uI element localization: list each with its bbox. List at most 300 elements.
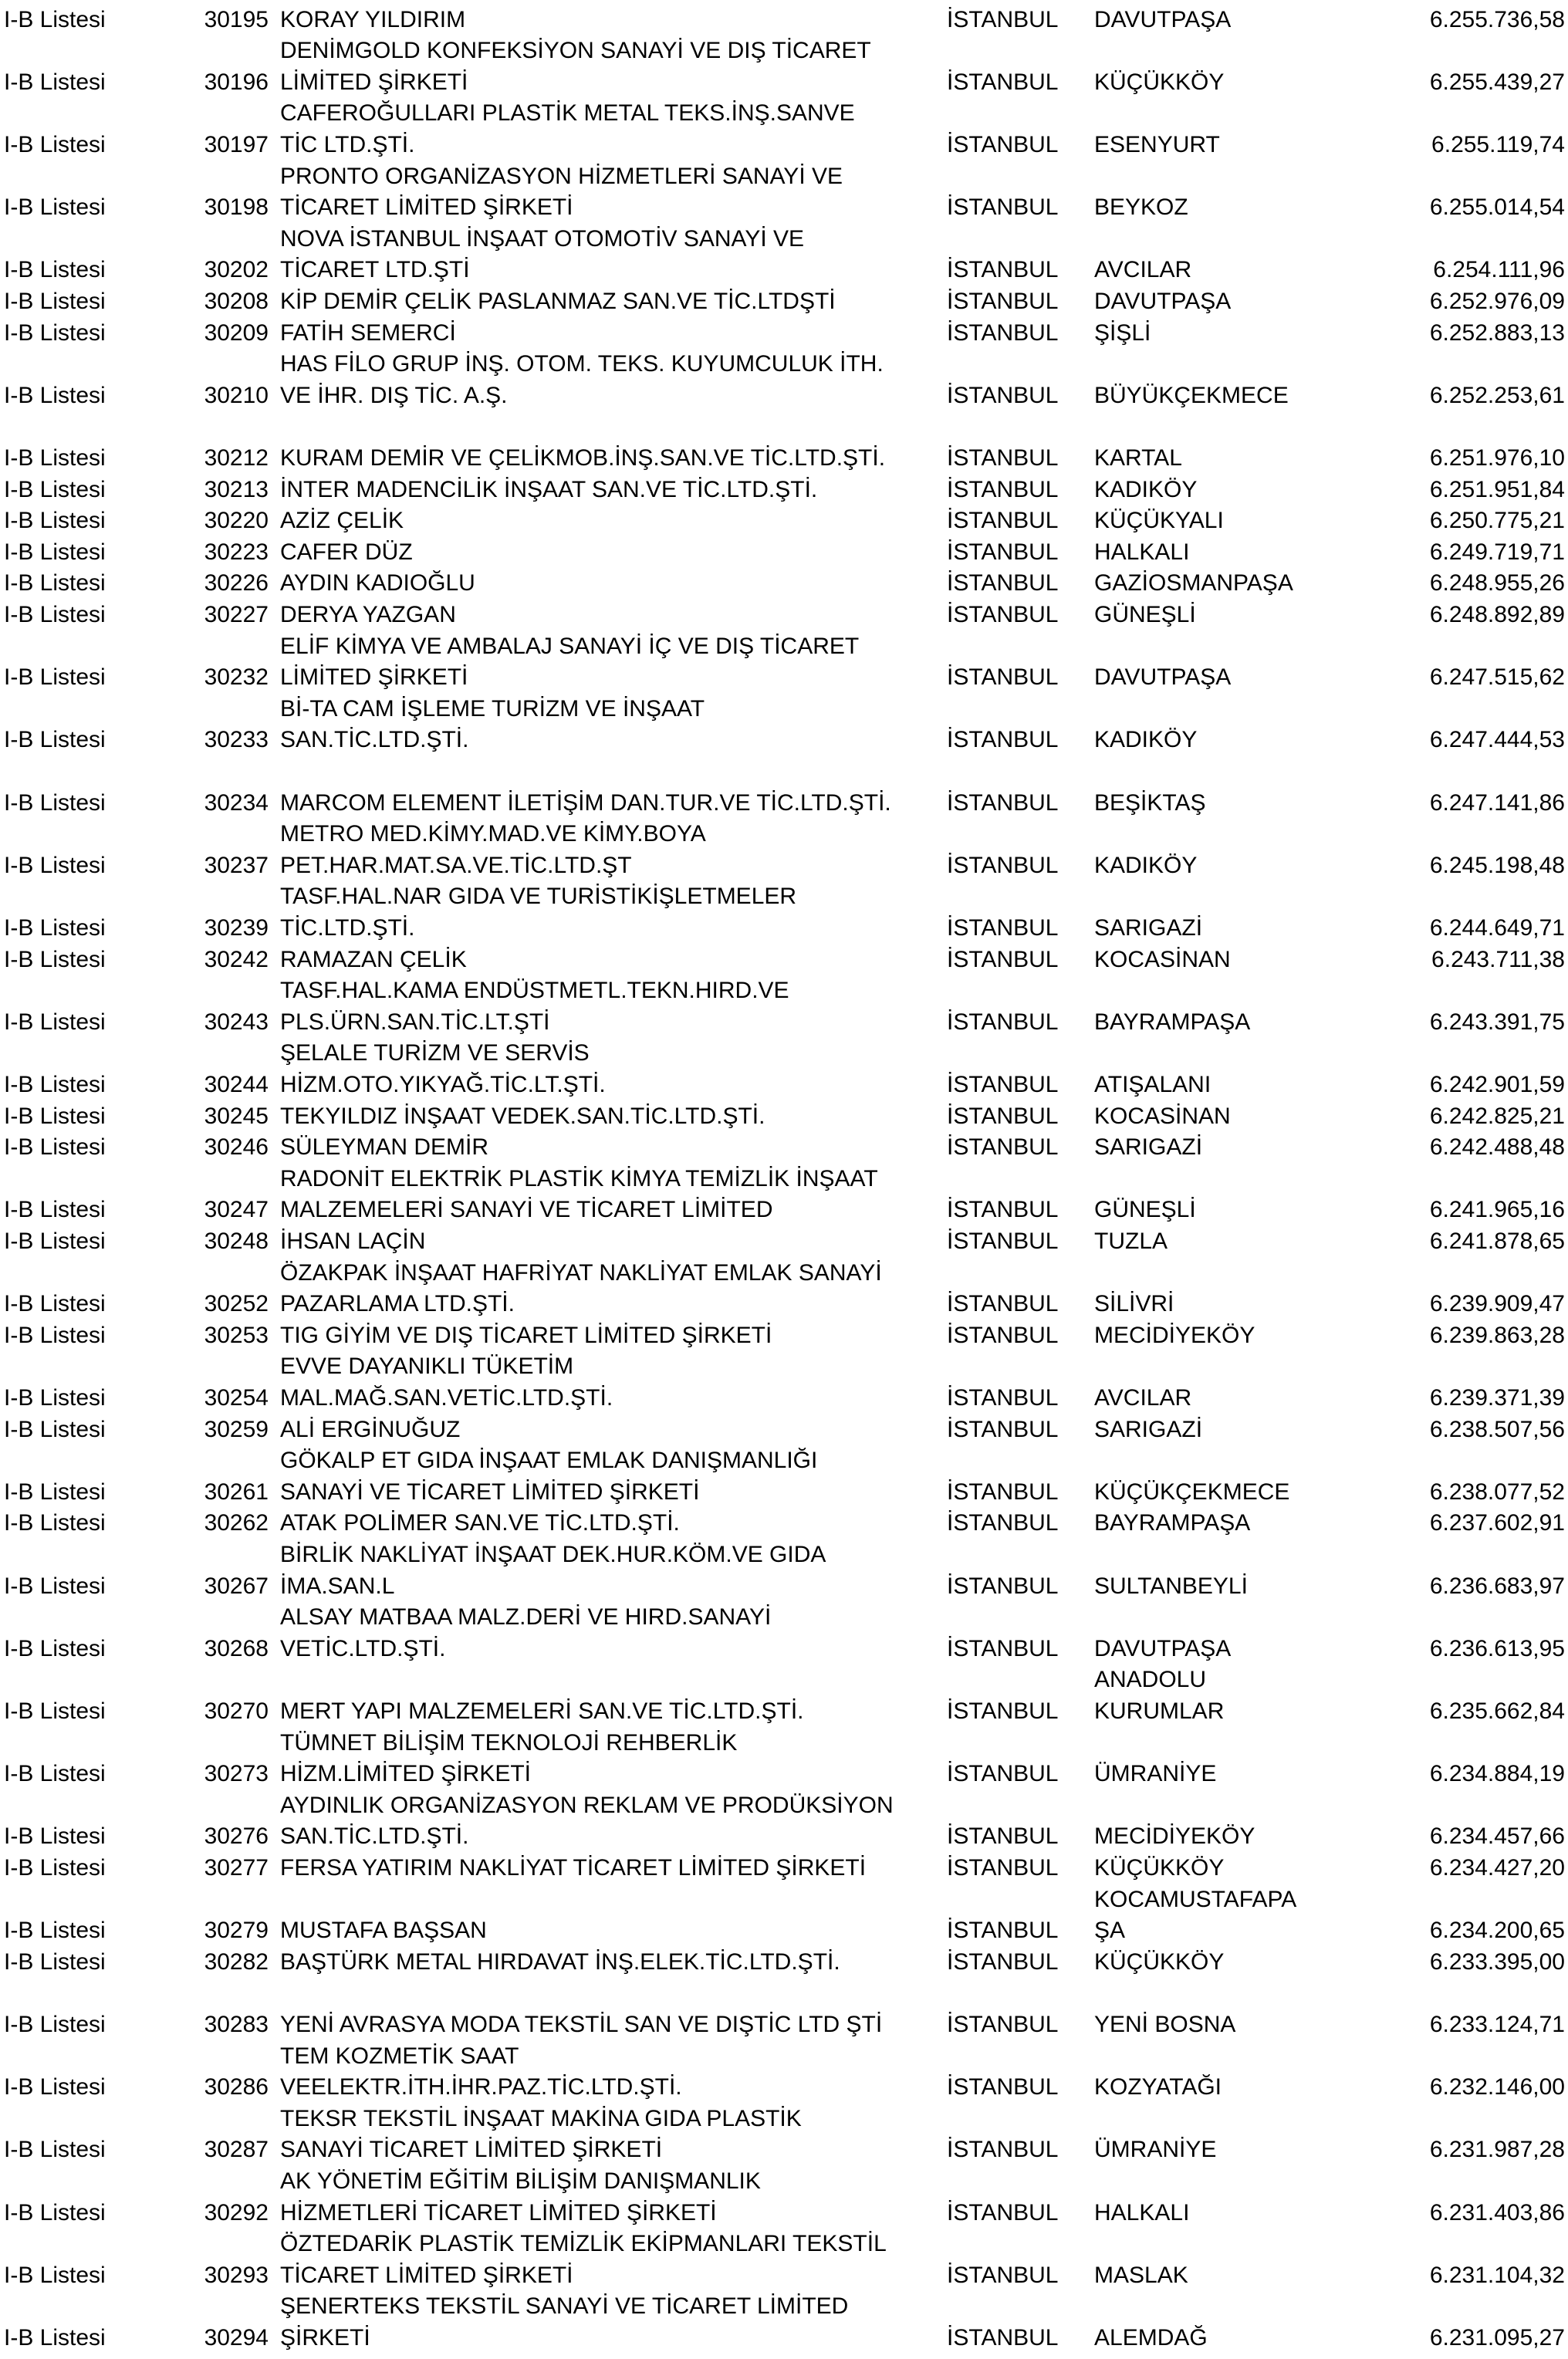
district-cell: HALKALI <box>1094 2200 1190 2226</box>
company-name-cell: MAL.MAĞ.SAN.VETİC.LTD.ŞTİ. <box>280 1385 613 1411</box>
table-row <box>0 286 1568 317</box>
city-cell: İSTANBUL <box>947 915 1059 941</box>
company-name-cell: SANAYİ TİCARET LİMİTED ŞİRKETİ <box>280 2137 663 2162</box>
company-name-cell: İHSAN LAÇİN <box>280 1229 426 1254</box>
district-cell: KÜÇÜKÇEKMECE <box>1094 1479 1290 1505</box>
city-cell: İSTANBUL <box>947 477 1059 502</box>
district-cell: MASLAK <box>1094 2263 1188 2288</box>
district-cell: KÜÇÜKKÖY <box>1094 1855 1225 1881</box>
row-list-label: I-B Listesi <box>4 1197 106 1222</box>
table-row <box>0 1414 1568 1445</box>
row-number: 30277 <box>204 1855 269 1881</box>
row-list-label: I-B Listesi <box>4 1479 106 1505</box>
row-list-label: I-B Listesi <box>4 2325 106 2351</box>
company-name-cell: CAFER DÜZ <box>280 539 413 565</box>
city-cell: İSTANBUL <box>947 1009 1059 1035</box>
table-row <box>0 505 1568 536</box>
row-list-label: I-B Listesi <box>4 1134 106 1160</box>
company-name-cell: HAS FİLO GRUP İNŞ. OTOM. TEKS. KUYUMCULUK İTH. <box>280 351 884 377</box>
company-name-cell: MARCOM ELEMENT İLETİŞİM DAN.TUR.VE TİC.LTD.ŞTİ. <box>280 790 891 816</box>
table-row <box>0 161 1568 192</box>
company-name-cell: TİC LTD.ŞTİ. <box>280 132 415 157</box>
company-name-cell: HİZM.OTO.YIKYAĞ.TİC.LT.ŞTİ. <box>280 1072 606 1097</box>
row-list-label: I-B Listesi <box>4 477 106 502</box>
district-cell: ŞA <box>1094 1918 1126 1943</box>
city-cell: İSTANBUL <box>947 727 1059 752</box>
company-name-cell: MERT YAPI MALZEMELERİ SAN.VE TİC.LTD.ŞTİ. <box>280 1698 804 1724</box>
city-cell: İSTANBUL <box>947 2263 1059 2288</box>
company-name-cell: FERSA YATIRIM NAKLİYAT TİCARET LİMİTED ŞİRKETİ <box>280 1855 867 1881</box>
district-cell: SULTANBEYLİ <box>1094 1573 1248 1599</box>
table-row <box>0 442 1568 474</box>
company-name-cell: SANAYİ VE TİCARET LİMİTED ŞİRKETİ <box>280 1479 700 1505</box>
district-cell: KÜÇÜKKÖY <box>1094 1949 1225 1975</box>
row-list-label: I-B Listesi <box>4 1636 106 1661</box>
company-name-cell: ALİ ERGİNUĞUZ <box>280 1417 461 1442</box>
company-name-cell: TEKYILDIZ İNŞAAT VEDEK.SAN.TİC.LTD.ŞTİ. <box>280 1103 765 1129</box>
table-row <box>0 254 1568 286</box>
city-cell: İSTANBUL <box>947 1761 1059 1786</box>
amount-cell: 6.231.104,32 <box>1429 2263 1565 2288</box>
row-number: 30197 <box>204 132 269 157</box>
row-list-label: I-B Listesi <box>4 1417 106 1442</box>
amount-cell: 6.248.892,89 <box>1429 602 1565 627</box>
table-row <box>0 66 1568 98</box>
district-cell: KÜÇÜKKÖY <box>1094 69 1225 95</box>
company-name-cell: BİRLİK NAKLİYAT İNŞAAT DEK.HUR.KÖM.VE GIDA <box>280 1542 826 1567</box>
amount-cell: 6.239.909,47 <box>1429 1291 1565 1316</box>
city-cell: İSTANBUL <box>947 508 1059 533</box>
company-name-cell: ALSAY MATBAA MALZ.DERİ VE HIRD.SANAYİ <box>280 1604 772 1630</box>
row-list-label: I-B Listesi <box>4 7 106 32</box>
row-list-label: I-B Listesi <box>4 2012 106 2037</box>
table-row <box>0 755 1568 787</box>
table-row <box>0 2228 1568 2259</box>
city-cell: İSTANBUL <box>947 1918 1059 1943</box>
company-name-cell: Bİ-TA CAM İŞLEME TURİZM VE İNŞAAT <box>280 696 705 722</box>
company-name-cell: RAMAZAN ÇELİK <box>280 947 467 972</box>
city-cell: İSTANBUL <box>947 1636 1059 1661</box>
city-cell: İSTANBUL <box>947 1573 1059 1599</box>
table-row <box>0 2071 1568 2103</box>
amount-cell: 6.255.736,58 <box>1429 7 1565 32</box>
district-cell: KOCASİNAN <box>1094 947 1231 972</box>
row-list-label: I-B Listesi <box>4 2263 106 2288</box>
row-number: 30245 <box>204 1103 269 1129</box>
amount-cell: 6.231.095,27 <box>1429 2325 1565 2351</box>
company-name-cell: PRONTO ORGANİZASYON HİZMETLERİ SANAYİ VE <box>280 164 843 189</box>
amount-cell: 6.242.488,48 <box>1429 1134 1565 1160</box>
company-name-cell: FATİH SEMERCİ <box>280 320 456 346</box>
table-row <box>0 1695 1568 1727</box>
district-cell: KADIKÖY <box>1094 853 1198 878</box>
company-name-cell: METRO MED.KİMY.MAD.VE KİMY.BOYA <box>280 821 706 847</box>
amount-cell: 6.231.403,86 <box>1429 2200 1565 2226</box>
row-list-label: I-B Listesi <box>4 320 106 346</box>
amount-cell: 6.236.683,97 <box>1429 1573 1565 1599</box>
company-name-cell: PAZARLAMA LTD.ŞTİ. <box>280 1291 515 1316</box>
company-name-cell: LİMİTED ŞİRKETİ <box>280 664 468 690</box>
district-cell: GÜNEŞLİ <box>1094 602 1196 627</box>
city-cell: İSTANBUL <box>947 853 1059 878</box>
company-name-cell: TİCARET LTD.ŞTİ <box>280 257 470 282</box>
amount-cell: 6.255.439,27 <box>1429 69 1565 95</box>
table-row <box>0 1225 1568 1257</box>
table-row <box>0 1100 1568 1132</box>
company-name-cell: AZİZ ÇELİK <box>280 508 404 533</box>
city-cell: İSTANBUL <box>947 2074 1059 2100</box>
row-number: 30282 <box>204 1949 269 1975</box>
company-name-cell: TEKSR TEKSTİL İNŞAAT MAKİNA GIDA PLASTİK <box>280 2106 802 2131</box>
city-cell: İSTANBUL <box>947 1855 1059 1881</box>
amount-cell: 6.231.987,28 <box>1429 2137 1565 2162</box>
table-row <box>0 1915 1568 1946</box>
city-cell: İSTANBUL <box>947 1323 1059 1348</box>
amount-cell: 6.251.976,10 <box>1429 445 1565 471</box>
row-list-label: I-B Listesi <box>4 1103 106 1129</box>
row-number: 30279 <box>204 1918 269 1943</box>
table-row <box>0 567 1568 599</box>
table-row <box>0 129 1568 161</box>
district-cell: ÜMRANİYE <box>1094 1761 1217 1786</box>
row-list-label: I-B Listesi <box>4 508 106 533</box>
district-cell: KURUMLAR <box>1094 1698 1225 1724</box>
table-row <box>0 4 1568 35</box>
row-number: 30252 <box>204 1291 269 1316</box>
company-name-cell: AK YÖNETİM EĞİTİM BİLİŞİM DANIŞMANLIK <box>280 2168 761 2194</box>
district-cell: SARIGAZİ <box>1094 915 1203 941</box>
row-number: 30208 <box>204 289 269 314</box>
company-name-cell: HİZM.LİMİTED ŞİRKETİ <box>280 1761 532 1786</box>
company-name-cell: DENİMGOLD KONFEKSİYON SANAYİ VE DIŞ TİCARET <box>280 38 871 63</box>
row-number: 30286 <box>204 2074 269 2100</box>
company-name-cell: HİZMETLERİ TİCARET LİMİTED ŞİRKETİ <box>280 2200 717 2226</box>
company-name-cell: LİMİTED ŞİRKETİ <box>280 69 468 95</box>
amount-cell: 6.234.427,20 <box>1429 1855 1565 1881</box>
amount-cell: 6.234.884,19 <box>1429 1761 1565 1786</box>
table-row <box>0 2259 1568 2291</box>
table-row <box>0 912 1568 944</box>
city-cell: İSTANBUL <box>947 289 1059 314</box>
table-row <box>0 630 1568 662</box>
city-cell: İSTANBUL <box>947 445 1059 471</box>
row-number: 30243 <box>204 1009 269 1035</box>
row-number: 30253 <box>204 1323 269 1348</box>
district-cell: ALEMDAĞ <box>1094 2325 1208 2351</box>
company-name-cell: TİCARET LİMİTED ŞİRKETİ <box>280 2263 573 2288</box>
row-list-label: I-B Listesi <box>4 2200 106 2226</box>
table-row <box>0 317 1568 349</box>
row-number: 30242 <box>204 947 269 972</box>
company-name-cell: BAŞTÜRK METAL HIRDAVAT İNŞ.ELEK.TİC.LTD.ŞTİ. <box>280 1949 840 1975</box>
company-name-cell: KİP DEMİR ÇELİK PASLANMAZ SAN.VE TİC.LTDŞTİ <box>280 289 836 314</box>
row-number: 30244 <box>204 1072 269 1097</box>
company-name-cell: KORAY YILDIRIM <box>280 7 466 32</box>
row-number: 30262 <box>204 1510 269 1536</box>
row-list-label: I-B Listesi <box>4 853 106 878</box>
row-number: 30223 <box>204 539 269 565</box>
city-cell: İSTANBUL <box>947 1949 1059 1975</box>
row-list-label: I-B Listesi <box>4 727 106 752</box>
city-cell: İSTANBUL <box>947 790 1059 816</box>
district-cell: BEŞİKTAŞ <box>1094 790 1206 816</box>
amount-cell: 6.233.395,00 <box>1429 1949 1565 1975</box>
city-cell: İSTANBUL <box>947 1417 1059 1442</box>
amount-cell: 6.254.111,96 <box>1433 257 1565 282</box>
row-list-label: I-B Listesi <box>4 257 106 282</box>
company-name-cell: TEM KOZMETİK SAAT <box>280 2043 519 2069</box>
row-number: 30198 <box>204 194 269 220</box>
row-number: 30294 <box>204 2325 269 2351</box>
table-row <box>0 1601 1568 1633</box>
city-cell: İSTANBUL <box>947 194 1059 220</box>
city-cell: İSTANBUL <box>947 383 1059 408</box>
row-number: 30232 <box>204 664 269 690</box>
district-cell: BAYRAMPAŞA <box>1094 1009 1251 1035</box>
amount-cell: 6.237.602,91 <box>1429 1510 1565 1536</box>
table-row <box>0 348 1568 380</box>
row-list-label: I-B Listesi <box>4 2074 106 2100</box>
district-cell: DAVUTPAŞA <box>1094 7 1232 32</box>
company-name-cell: VE İHR. DIŞ TİC. A.Ş. <box>280 383 508 408</box>
city-cell: İSTANBUL <box>947 602 1059 627</box>
amount-cell: 6.236.613,95 <box>1429 1636 1565 1661</box>
table-row <box>0 1946 1568 1978</box>
row-number: 30210 <box>204 383 269 408</box>
table-row <box>0 818 1568 850</box>
district-cell: DAVUTPAŞA <box>1094 1636 1232 1661</box>
district-cell: BEYKOZ <box>1094 194 1188 220</box>
amount-cell: 6.242.825,21 <box>1429 1103 1565 1129</box>
district-cell: TUZLA <box>1094 1229 1168 1254</box>
company-name-cell: MUSTAFA BAŞSAN <box>280 1918 487 1943</box>
company-name-cell: SAN.TİC.LTD.ŞTİ. <box>280 727 469 752</box>
row-number: 30254 <box>204 1385 269 1411</box>
row-number: 30209 <box>204 320 269 346</box>
row-list-label: I-B Listesi <box>4 132 106 157</box>
table-row <box>0 1350 1568 1382</box>
row-list-label: I-B Listesi <box>4 1510 106 1536</box>
row-number: 30287 <box>204 2137 269 2162</box>
company-name-cell: RADONİT ELEKTRİK PLASTİK KİMYA TEMİZLİK İNŞAAT <box>280 1166 878 1191</box>
table-row <box>0 1790 1568 1821</box>
district-cell: ÜMRANİYE <box>1094 2137 1217 2162</box>
company-name-cell: İNTER MADENCİLİK İNŞAAT SAN.VE TİC.LTD.ŞTİ. <box>280 477 818 502</box>
row-list-label: I-B Listesi <box>4 1855 106 1881</box>
city-cell: İSTANBUL <box>947 1385 1059 1411</box>
company-name-cell: TIG GİYİM VE DIŞ TİCARET LİMİTED ŞİRKETİ <box>280 1323 772 1348</box>
city-cell: İSTANBUL <box>947 320 1059 346</box>
amount-cell: 6.244.649,71 <box>1429 915 1565 941</box>
city-cell: İSTANBUL <box>947 1510 1059 1536</box>
company-name-cell: MALZEMELERİ SANAYİ VE TİCARET LİMİTED <box>280 1197 773 1222</box>
amount-cell: 6.255.014,54 <box>1429 194 1565 220</box>
table-row <box>0 880 1568 912</box>
amount-cell: 6.247.444,53 <box>1429 727 1565 752</box>
table-row <box>0 2040 1568 2072</box>
city-cell: İSTANBUL <box>947 257 1059 282</box>
amount-cell: 6.238.077,52 <box>1429 1479 1565 1505</box>
city-cell: İSTANBUL <box>947 1134 1059 1160</box>
row-list-label: I-B Listesi <box>4 1072 106 1097</box>
amount-cell: 6.239.371,39 <box>1429 1385 1565 1411</box>
row-list-label: I-B Listesi <box>4 1823 106 1849</box>
row-list-label: I-B Listesi <box>4 1573 106 1599</box>
company-name-cell: CAFEROĞULLARI PLASTİK METAL TEKS.İNŞ.SANVE <box>280 100 855 126</box>
amount-cell: 6.252.976,09 <box>1429 289 1565 314</box>
district-cell: DAVUTPAŞA <box>1094 664 1232 690</box>
company-name-cell: TİCARET LİMİTED ŞİRKETİ <box>280 194 573 220</box>
row-number: 30233 <box>204 727 269 752</box>
row-number: 30268 <box>204 1636 269 1661</box>
company-name-cell: VETİC.LTD.ŞTİ. <box>280 1636 446 1661</box>
table-row <box>0 787 1568 819</box>
city-cell: İSTANBUL <box>947 1291 1059 1316</box>
row-list-label: I-B Listesi <box>4 383 106 408</box>
company-name-cell: TİC.LTD.ŞTİ. <box>280 915 415 941</box>
row-list-label: I-B Listesi <box>4 602 106 627</box>
table-row <box>0 2290 1568 2322</box>
city-cell: İSTANBUL <box>947 570 1059 596</box>
amount-cell: 6.248.955,26 <box>1429 570 1565 596</box>
amount-cell: 6.242.901,59 <box>1429 1072 1565 1097</box>
row-number: 30259 <box>204 1417 269 1442</box>
amount-cell: 6.252.883,13 <box>1429 320 1565 346</box>
city-cell: İSTANBUL <box>947 1103 1059 1129</box>
row-number: 30270 <box>204 1698 269 1724</box>
row-list-label: I-B Listesi <box>4 1761 106 1786</box>
company-name-cell: AYDIN KADIOĞLU <box>280 570 475 596</box>
amount-cell: 6.243.391,75 <box>1429 1009 1565 1035</box>
company-name-cell: YENİ AVRASYA MODA TEKSTİL SAN VE DIŞTİC LTD ŞTİ <box>280 2012 883 2037</box>
company-name-cell: PET.HAR.MAT.SA.VE.TİC.LTD.ŞT <box>280 853 632 878</box>
table-row <box>0 1037 1568 1069</box>
row-number: 30239 <box>204 915 269 941</box>
company-name-cell: TÜMNET BİLİŞİM TEKNOLOJİ REHBERLİK <box>280 1730 738 1756</box>
district-cell: KOCAMUSTAFAPA <box>1094 1887 1297 1912</box>
row-list-label: I-B Listesi <box>4 1385 106 1411</box>
amount-cell: 6.251.951,84 <box>1429 477 1565 502</box>
table-row <box>0 1320 1568 1351</box>
amount-cell: 6.238.507,56 <box>1429 1417 1565 1442</box>
company-name-cell: İMA.SAN.L <box>280 1573 395 1599</box>
company-name-cell: NOVA İSTANBUL İNŞAAT OTOMOTİV SANAYİ VE <box>280 226 805 252</box>
district-cell: KADIKÖY <box>1094 477 1198 502</box>
company-name-cell: ŞİRKETİ <box>280 2325 370 2351</box>
row-list-label: I-B Listesi <box>4 289 106 314</box>
amount-cell: 6.252.253,61 <box>1429 383 1565 408</box>
amount-cell: 6.247.515,62 <box>1429 664 1565 690</box>
table-row <box>0 944 1568 975</box>
amount-cell: 6.234.200,65 <box>1429 1918 1565 1943</box>
table-row <box>0 2103 1568 2134</box>
table-row <box>0 2165 1568 2197</box>
row-number: 30226 <box>204 570 269 596</box>
table-row <box>0 1820 1568 1852</box>
district-cell: KADIKÖY <box>1094 727 1198 752</box>
city-cell: İSTANBUL <box>947 2325 1059 2351</box>
district-cell: KARTAL <box>1094 445 1182 471</box>
district-cell: BAYRAMPAŞA <box>1094 1510 1251 1536</box>
district-cell: SİLİVRİ <box>1094 1291 1174 1316</box>
district-cell: DAVUTPAŞA <box>1094 289 1232 314</box>
company-name-cell: ŞENERTEKS TEKSTİL SANAYİ VE TİCARET LİMİTED <box>280 2293 849 2319</box>
row-list-label: I-B Listesi <box>4 1918 106 1943</box>
district-cell: KÜÇÜKYALI <box>1094 508 1224 533</box>
row-list-label: I-B Listesi <box>4 1229 106 1254</box>
table-row <box>0 1977 1568 2009</box>
district-cell: MECİDİYEKÖY <box>1094 1823 1255 1849</box>
table-row <box>0 1382 1568 1414</box>
table-row <box>0 223 1568 255</box>
table-row <box>0 1445 1568 1476</box>
city-cell: İSTANBUL <box>947 1823 1059 1849</box>
row-number: 30247 <box>204 1197 269 1222</box>
district-cell: ANADOLU <box>1094 1667 1207 1692</box>
table-row <box>0 1257 1568 1289</box>
row-list-label: I-B Listesi <box>4 2137 106 2162</box>
district-cell: HALKALI <box>1094 539 1190 565</box>
row-number: 30237 <box>204 853 269 878</box>
company-name-cell: TASF.HAL.KAMA ENDÜSTMETL.TEKN.HIRD.VE <box>280 978 789 1003</box>
row-number: 30273 <box>204 1761 269 1786</box>
district-cell: ESENYURT <box>1094 132 1220 157</box>
row-list-label: I-B Listesi <box>4 1698 106 1724</box>
table-row <box>0 2009 1568 2040</box>
city-cell: İSTANBUL <box>947 132 1059 157</box>
row-number: 30234 <box>204 790 269 816</box>
table-row <box>0 1852 1568 1884</box>
company-name-cell: SÜLEYMAN DEMİR <box>280 1134 489 1160</box>
row-number: 30248 <box>204 1229 269 1254</box>
row-list-label: I-B Listesi <box>4 69 106 95</box>
table-row <box>0 724 1568 755</box>
table-row <box>0 850 1568 881</box>
company-name-cell: AYDINLIK ORGANİZASYON REKLAM VE PRODÜKSİYON <box>280 1793 894 1818</box>
table-row <box>0 2134 1568 2165</box>
table-row <box>0 411 1568 442</box>
row-number: 30227 <box>204 602 269 627</box>
company-name-cell: EVVE DAYANIKLI TÜKETİM <box>280 1354 574 1379</box>
company-name-cell: ÖZTEDARİK PLASTİK TEMİZLİK EKİPMANLARI TEKSTİL <box>280 2231 887 2256</box>
row-list-label: I-B Listesi <box>4 1291 106 1316</box>
table-row <box>0 1758 1568 1790</box>
city-cell: İSTANBUL <box>947 1229 1059 1254</box>
company-name-cell: ATAK POLİMER SAN.VE TİC.LTD.ŞTİ. <box>280 1510 680 1536</box>
table-row <box>0 474 1568 505</box>
company-name-cell: VEELEKTR.İTH.İHR.PAZ.TİC.LTD.ŞTİ. <box>280 2074 682 2100</box>
city-cell: İSTANBUL <box>947 1698 1059 1724</box>
district-cell: SARIGAZİ <box>1094 1417 1203 1442</box>
company-name-cell: TASF.HAL.NAR GIDA VE TURİSTİKİŞLETMELER <box>280 884 797 909</box>
row-list-label: I-B Listesi <box>4 915 106 941</box>
amount-cell: 6.235.662,84 <box>1429 1698 1565 1724</box>
district-cell: GAZİOSMANPAŞA <box>1094 570 1293 596</box>
table-row <box>0 2197 1568 2229</box>
city-cell: İSTANBUL <box>947 69 1059 95</box>
row-number: 30261 <box>204 1479 269 1505</box>
table-row <box>0 191 1568 223</box>
city-cell: İSTANBUL <box>947 664 1059 690</box>
district-cell: SARIGAZİ <box>1094 1134 1203 1160</box>
table-row <box>0 1288 1568 1320</box>
district-cell: KOCASİNAN <box>1094 1103 1231 1129</box>
city-cell: İSTANBUL <box>947 539 1059 565</box>
amount-cell: 6.232.146,00 <box>1429 2074 1565 2100</box>
table-row <box>0 693 1568 725</box>
amount-cell: 6.245.198,48 <box>1429 853 1565 878</box>
row-number: 30196 <box>204 69 269 95</box>
